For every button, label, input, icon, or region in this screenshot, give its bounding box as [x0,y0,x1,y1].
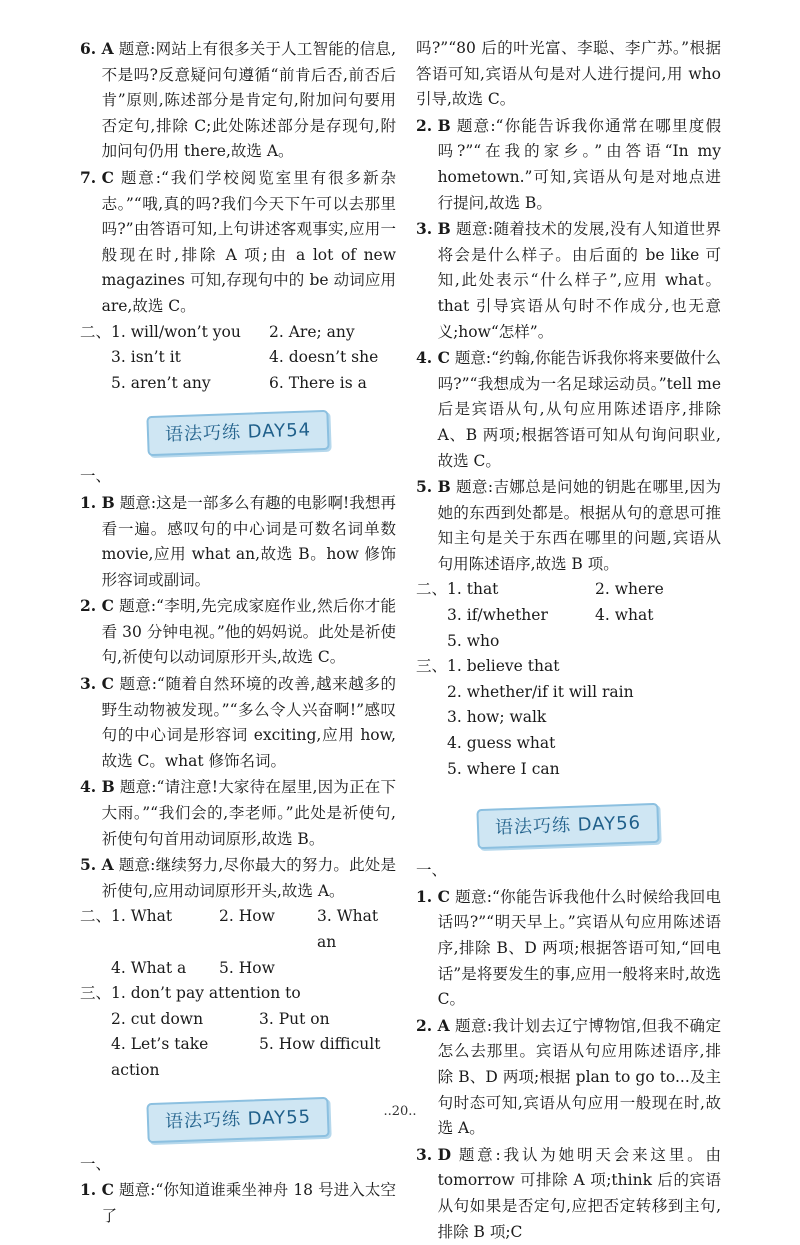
section-label: 一、 [80,467,112,486]
answer-item-4 [416,345,721,474]
section-label: 二、 [80,907,112,926]
answer-letter: C [437,348,450,368]
page-number: ..20.. [383,1104,417,1119]
blank-answer: 2. whether/if it will rain [447,682,634,701]
item-number: 3. [416,1144,438,1164]
answer-letter: C [101,167,114,187]
item-number: 7. [80,167,102,187]
blank-answer: 4. guess what [447,734,556,753]
explanation: 题意:网站上有很多关于人工智能的信息,不是吗?反意疑问句遵循“前肯后否,前否后肯”原则,陈述部分是肯定句,附加问句要用否定句,排除 C;此处陈述部分是存现句,附加问句仍用 there,故选 A。 [101,40,396,161]
item-number: 1. [416,886,438,906]
blank-answer: 2. where [595,580,664,599]
blank-answer: 5. How difficult [259,1035,381,1054]
answer-item-1 [80,1177,396,1229]
item-number: 1. [80,1180,102,1200]
answer-item-2 [80,593,396,671]
explanation: 题意:“你知道谁乘坐神舟 18 号进入太空了 [101,1181,396,1225]
explanation: 题意:“我们学校阅览室里有很多新杂志。”“哦,真的吗?我们今天下午可以去那里吗?”由答语可知,上句讲述客观事实,应用一般现在时,排除 A 项;由 a lot of new magazines 可知,存现句中的 be 动词应用 are,故选 C。 [101,168,396,315]
item-number: 1. [80,492,102,512]
explanation: 题意:“约翰,你能告诉我你将来要做什么吗?”“我想成为一名足球运动员。”tell me 后是宾语从句,从句应用陈述语序,排除 A、B 两项;根据答语可知从句询问职业,故选 C。 [437,349,721,470]
blank-answer: 6. There is a [269,373,367,392]
blank-answer: 4. doesn’t she [269,348,379,367]
blank-answer: 3. What an [317,907,379,951]
section-banner-day54: 语法巧练 DAY54 [146,409,329,455]
item-number: 2. [80,596,102,616]
answer-item-7 [80,165,396,320]
blank-answer: 5. who [447,631,500,650]
item-number: 2. [416,115,438,135]
explanation: 题意:“你能告诉我你通常在哪里度假吗?”“在我的家乡。”由答语“In my hometown.”可知,宾语从句是对地点进行提问,故选 B。 [437,116,721,212]
answer-letter: C [437,886,450,906]
section-2-answers [80,904,396,981]
blank-answer: 3. isn’t it [111,348,181,367]
blank-answer: 1. What [111,907,173,926]
answer-item-1 [80,490,396,593]
answer-letter: C [101,596,114,616]
answer-item-3 [416,216,721,345]
answer-item-2 [416,1013,721,1142]
answer-item-1 [416,884,721,1013]
section-label: 二、 [80,322,112,341]
blank-answer: 4. Let’s take action [111,1035,209,1079]
answer-letter: C [101,674,114,694]
answer-letter: D [437,1144,452,1164]
section-3-answers [80,981,396,1083]
blank-answer: 4. what [595,606,654,625]
item-number: 5. [80,855,102,875]
blank-answer: 3. if/whether [447,606,548,625]
item-number: 3. [80,674,102,694]
item-number: 3. [416,219,438,239]
section-banner-day55: 语法巧练 DAY55 [146,1097,329,1143]
explanation: 题意:“请注意!大家待在屋里,因为正在下大雨。”“我们会的,李老师。”此处是祈使句,祈使句句首用动词原形,故选 B。 [101,778,396,848]
fill-blank-grid [111,320,378,397]
answer-item-3 [80,671,396,774]
section-banner-day56: 语法巧练 DAY56 [477,803,660,849]
blank-answer: 5. aren’t any [111,373,211,392]
explanation: 题意:吉娜总是问她的钥匙在哪里,因为她的东西到处都是。根据从句的意思可推知主句是关于东西在哪里的问题,宾语从句用陈述语序,故选 B 项。 [437,478,721,573]
left-column [80,36,396,1229]
section-3-answers [416,654,721,782]
blank-answer: 2. How [219,907,275,926]
blank-answer: 3. how; walk [447,708,547,727]
blank-answer: 1. that [447,580,499,599]
answer-letter: B [101,492,115,512]
blank-answer: 4. What a [111,958,187,977]
blank-answer: 5. How [219,958,275,977]
explanation: 题意:我认为她明天会来这里。由 tomorrow 可排除 A 项;think 后的宾语从句如果是否定句,应把否定转移到主句,排除 B 项;C [437,1145,721,1241]
right-column [416,36,721,1245]
answer-letter: C [101,1180,114,1200]
item-number: 4. [80,777,102,797]
answer-letter: A [101,855,114,875]
answer-item-2 [416,113,721,216]
explanation: 题意:我计划去辽宁博物馆,但我不确定怎么去那里。宾语从句应用陈述语序,排除 B、D 两项;根据 plan to go to...及主句时态可知,宾语从句应用一般现在时,故选 A。 [437,1016,721,1138]
section-label: 一、 [416,861,448,880]
section-label: 三、 [416,657,448,676]
explanation: 题意:这是一部多么有趣的电影啊!我想再看一遍。感叹句的中心词是可数名词单数 movie,应用 what an,故选 B。how 修饰形容词或副词。 [101,493,397,589]
section-label: 一、 [80,1154,112,1173]
fill-blank-grid [111,904,396,981]
fill-blank-grid [447,577,664,654]
blank-answer: 2. Are; any [269,322,355,341]
answer-letter: B [437,115,451,135]
answer-letter: B [437,477,451,497]
answer-item-3 [416,1142,721,1245]
explanation: 题意:随着技术的发展,没有人知道世界将会是什么样子。由后面的 be like 可知,此处表示“什么样子”,应用 what。that 引导宾语从句时不作成分,也无意义;how“怎样”。 [437,220,721,341]
item-number: 4. [416,348,438,368]
item-number: 6. [80,39,102,58]
item-number: 5. [416,477,438,497]
blank-answer: 1. believe that [447,657,560,676]
answer-item-5 [80,852,396,904]
blank-answer: 2. cut down [111,1009,204,1028]
continued-explanation: 吗?”“80 后的叶光富、李聪、李广苏。”根据答语可知,宾语从句是对人进行提问,用 who 引导,故选 C。 [416,39,721,109]
day56-banner-wrap [416,800,721,852]
blank-answer: 3. Put on [259,1009,330,1028]
section-label: 三、 [80,984,112,1003]
answer-letter: B [437,219,451,239]
day54-banner-wrap [80,406,396,458]
item-number: 2. [416,1015,438,1035]
explanation: 题意:继续努力,尽你最大的努力。此处是祈使句,应用动词原形开头,故选 A。 [101,856,396,900]
answer-letter: A [437,1015,450,1035]
blank-answer: 5. where I can [447,759,560,778]
explanation: 题意:“李明,先完成家庭作业,然后你才能看 30 分钟电视。”他的妈妈说。此处是祈使句,祈使句以动词原形开头,故选 C。 [101,597,396,667]
answer-item-6 [80,36,396,165]
blank-answer: 1. don’t pay attention to [111,984,301,1003]
answer-item-5 [416,474,721,577]
answer-letter: B [101,777,115,797]
section-2-answers [416,577,721,654]
explanation: 题意:“随着自然环境的改善,越来越多的野生动物被发现。”“多么令人兴奋啊!”感叹句的中心词是形容词 exciting,应用 how,故选 C。what 修饰名词。 [101,675,396,770]
answer-letter: A [101,39,114,58]
answer-item-4 [80,774,396,852]
day55-banner-wrap [80,1094,396,1146]
section-2-answers [80,320,396,397]
explanation: 题意:“你能告诉我他什么时候给我回电话吗?”“明天早上。”宾语从句应用陈述语序,排除 B、D 两项;根据答语可知,“回电话”是将要发生的事,应用一般将来时,故选 C。 [437,887,721,1009]
blank-answer: 1. will/won’t you [111,322,241,341]
section-label: 二、 [416,580,448,599]
